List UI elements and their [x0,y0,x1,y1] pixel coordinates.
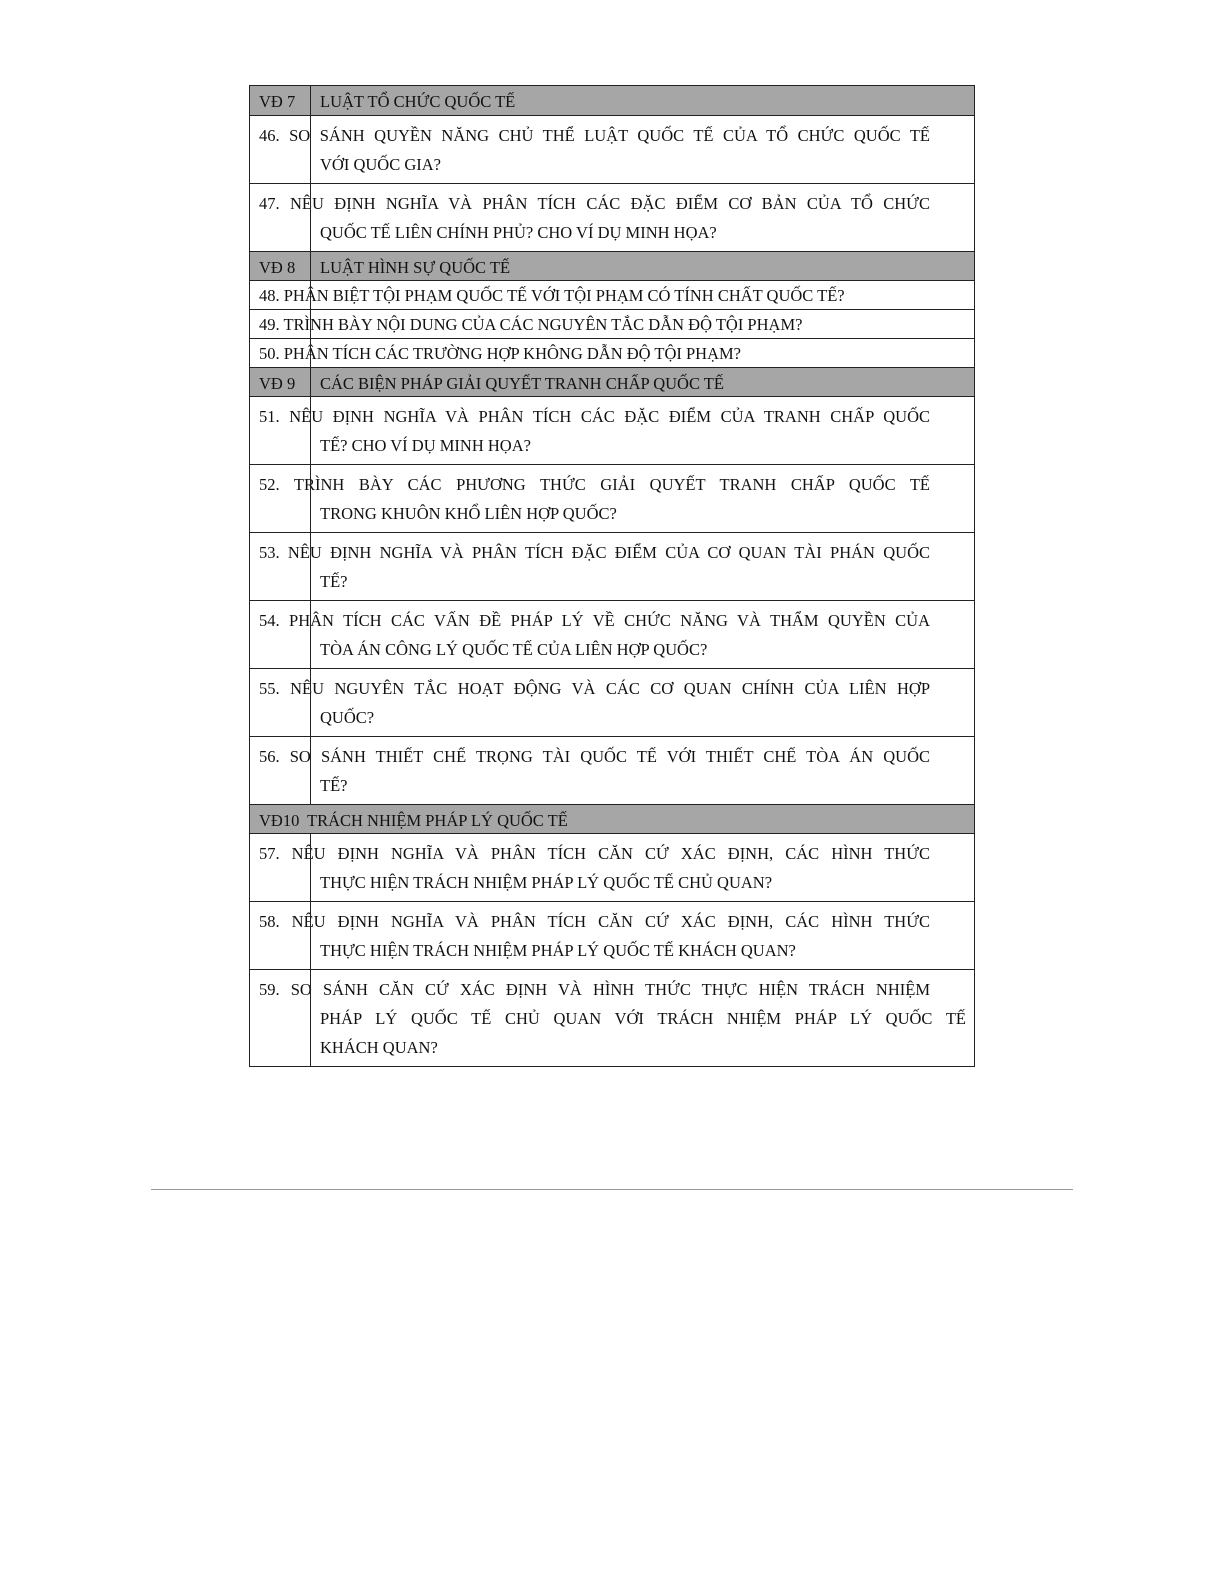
question-text: 57. NÊU ĐỊNH NGHĨA VÀ PHÂN TÍCH CĂN CỨ XÁC ĐỊNH, CÁC HÌNH THỨC [259,844,930,863]
section-header [250,251,974,280]
question-text: 49. TRÌNH BÀY NỘI DUNG CỦA CÁC NGUYÊN TẮC DẪN ĐỘ TỘI PHẠM? [259,315,803,334]
section-code: VĐ 7 [259,92,296,111]
question-row [250,901,974,969]
question-text: 52. TRÌNH BÀY CÁC PHƯƠNG THỨC GIẢI QUYẾT TRANH CHẤP QUỐC TẾ [259,475,930,494]
question-text: THỰC HIỆN TRÁCH NHIỆM PHÁP LÝ QUỐC TẾ CHỦ QUAN? [320,873,773,892]
question-row [250,280,974,309]
question-text: 48. PHÂN BIỆT TỘI PHẠM QUỐC TẾ VỚI TỘI PHẠM CÓ TÍNH CHẤT QUỐC TẾ? [259,286,845,305]
question-text: TẾ? CHO VÍ DỤ MINH HỌA? [320,436,531,455]
question-text: 55. NÊU NGUYÊN TẮC HOẠT ĐỘNG VÀ CÁC CƠ QUAN CHÍNH CỦA LIÊN HỢP [259,679,930,698]
question-text: 51. NÊU ĐỊNH NGHĨA VÀ PHÂN TÍCH CÁC ĐẶC ĐIỂM CỦA TRANH CHẤP QUỐC [259,407,930,426]
question-text: PHÁP LÝ QUỐC TẾ CHỦ QUAN VỚI TRÁCH NHIỆM PHÁP LÝ QUỐC TẾ [320,1009,966,1028]
section-code: VĐ 9 [259,374,296,393]
section-code: VĐ10 [259,811,300,830]
question-row [250,183,974,251]
question-text: THỰC HIỆN TRÁCH NHIỆM PHÁP LÝ QUỐC TẾ KHÁCH QUAN? [320,941,796,960]
question-row [250,115,974,183]
question-text: KHÁCH QUAN? [320,1038,438,1057]
question-text: 56. SO SÁNH THIẾT CHẾ TRỌNG TÀI QUỐC TẾ VỚI THIẾT CHẾ TÒA ÁN QUỐC [259,747,930,766]
question-text: 59. SO SÁNH CĂN CỨ XÁC ĐỊNH VÀ HÌNH THỨC THỰC HIỆN TRÁCH NHIỆM [259,980,930,999]
question-text: 46. SO SÁNH QUYỀN NĂNG CHỦ THỂ LUẬT QUỐC TẾ CỦA TỔ CHỨC QUỐC TẾ [259,126,930,145]
question-row [250,338,974,367]
question-row [250,668,974,736]
section-header [250,86,974,115]
question-text: 58. NÊU ĐỊNH NGHĨA VÀ PHÂN TÍCH CĂN CỨ XÁC ĐỊNH, CÁC HÌNH THỨC [259,912,930,931]
question-row [250,833,974,901]
section-title: LUẬT HÌNH SỰ QUỐC TẾ [320,258,511,277]
section-title: CÁC BIỆN PHÁP GIẢI QUYẾT TRANH CHẤP QUỐC TẾ [320,374,724,393]
question-row [250,736,974,804]
question-text: TÒA ÁN CÔNG LÝ QUỐC TẾ CỦA LIÊN HỢP QUỐC? [320,640,708,659]
section-header [250,367,974,396]
question-text: QUỐC? [320,708,375,727]
question-row [250,464,974,532]
question-row [250,600,974,668]
footer-divider [151,1189,1073,1190]
question-text: QUỐC TẾ LIÊN CHÍNH PHỦ? CHO VÍ DỤ MINH HỌA? [320,223,717,242]
question-row [250,396,974,464]
question-row [250,532,974,600]
question-text: VỚI QUỐC GIA? [320,155,441,174]
question-row [250,969,974,1066]
question-text: TẾ? [320,572,348,591]
question-table [249,85,975,1067]
question-text: 50. PHÂN TÍCH CÁC TRƯỜNG HỢP KHÔNG DẪN ĐỘ TỘI PHẠM? [259,344,742,363]
question-text: 47. NÊU ĐỊNH NGHĨA VÀ PHÂN TÍCH CÁC ĐẶC ĐIỂM CƠ BẢN CỦA TỔ CHỨC [259,194,930,213]
question-row [250,309,974,338]
section-title: TRÁCH NHIỆM PHÁP LÝ QUỐC TẾ [307,811,568,830]
question-text: 54. PHÂN TÍCH CÁC VẤN ĐỀ PHÁP LÝ VỀ CHỨC NĂNG VÀ THẨM QUYỀN CỦA [259,611,930,630]
question-text: TẾ? [320,776,348,795]
section-title: LUẬT TỔ CHỨC QUỐC TẾ [320,92,516,111]
section-header [250,804,974,833]
question-text: TRONG KHUÔN KHỔ LIÊN HỢP QUỐC? [320,504,617,523]
section-code: VĐ 8 [259,258,296,277]
question-text: 53. NÊU ĐỊNH NGHĨA VÀ PHÂN TÍCH ĐẶC ĐIỂM CỦA CƠ QUAN TÀI PHÁN QUỐC [259,543,930,562]
